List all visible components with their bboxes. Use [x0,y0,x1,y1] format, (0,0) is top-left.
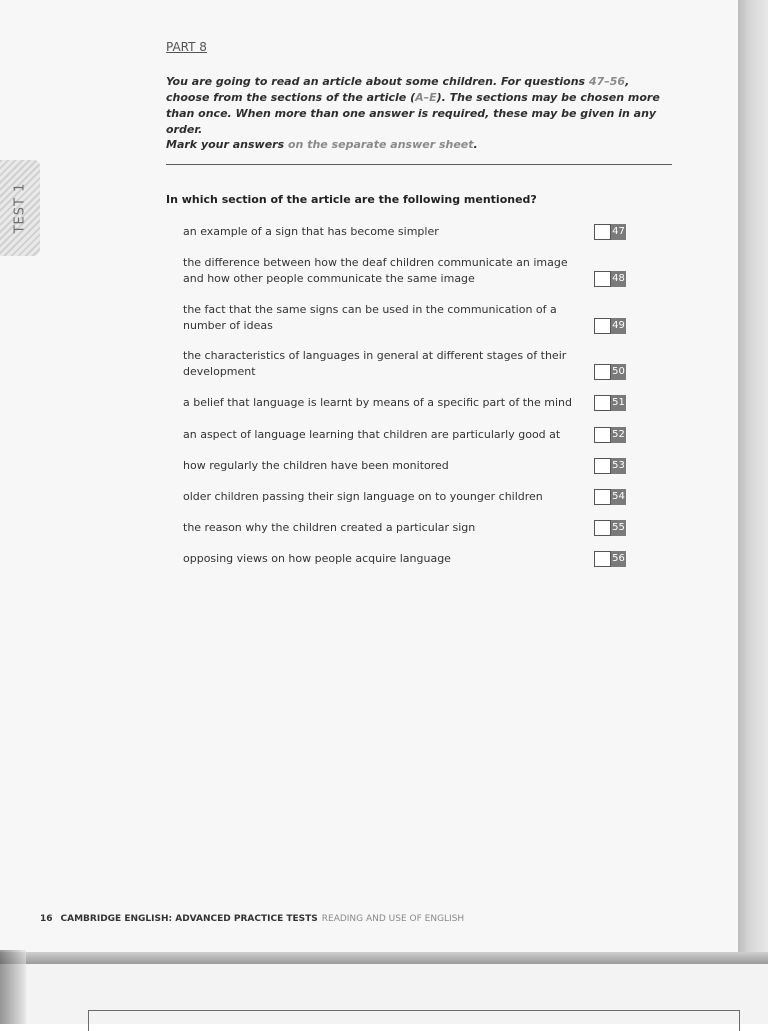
question-item: an example of a sign that has become simpler [183,225,439,238]
answer-sheet-reference: on the separate answer sheet [287,138,474,151]
answer-box[interactable] [594,318,626,334]
question-item: the difference between how the deaf children communicate an image and how other people communicate the same image [183,256,568,285]
answer-box[interactable] [594,551,626,567]
next-page-frame [88,1010,740,1031]
part-title: PART 8 [166,40,207,54]
instructions-text: You are going to read an article about some children. For questions [166,75,589,88]
question-number: 53 [611,458,626,474]
mark-text: . [473,138,478,151]
question-heading: In which section of the article are the following mentioned? [166,193,537,206]
question-item: opposing views on how people acquire language [183,552,451,565]
answer-box[interactable] [594,427,626,443]
question-range: 47–56 [588,75,626,88]
instructions-text: , choose from the sections of the article ( [166,75,630,104]
question-item: older children passing their sign language on to younger children [183,490,543,503]
mark-text: Mark your answers [166,138,288,151]
answer-box[interactable] [594,520,626,536]
page-footer [40,914,464,924]
question-number: 56 [611,551,626,567]
answer-blank[interactable] [594,458,611,474]
answer-box[interactable] [594,271,626,287]
question-number: 49 [611,318,626,334]
answer-blank[interactable] [594,364,611,380]
answer-box[interactable] [594,489,626,505]
answer-blank[interactable] [594,520,611,536]
page-bottom-edge [0,952,768,964]
page-spine-edge [738,0,768,1024]
question-number: 47 [611,224,626,240]
answer-box[interactable] [594,364,626,380]
answer-box[interactable] [594,458,626,474]
book-title: CAMBRIDGE ENGLISH: ADVANCED PRACTICE TESTS [60,914,318,924]
instructions-text: ). The sections may be chosen more than once. When more than one answer is required, these may be given in any order. [166,91,660,136]
mark-answers-instruction [166,138,478,151]
question-number: 52 [611,427,626,443]
answer-box[interactable] [594,224,626,240]
answer-blank[interactable] [594,318,611,334]
question-item: a belief that language is learnt by means of a specific part of the mind [183,396,572,409]
answer-blank[interactable] [594,427,611,443]
answer-blank[interactable] [594,395,611,411]
question-number: 50 [611,364,626,380]
page-number: 16 [40,914,53,924]
question-number: 54 [611,489,626,505]
question-number: 51 [611,395,626,411]
book-subtitle: READING AND USE OF ENGLISH [321,914,465,924]
answer-box[interactable] [594,395,626,411]
question-number: 48 [611,271,626,287]
question-item: the reason why the children created a particular sign [183,521,476,534]
answer-blank[interactable] [594,271,611,287]
question-item: the fact that the same signs can be used in the communication of a number of ideas [183,303,557,332]
page-corner-shadow [0,950,26,1024]
question-item: how regularly the children have been monitored [183,459,449,472]
answer-blank[interactable] [594,224,611,240]
question-item: the characteristics of languages in general at different stages of their development [183,349,567,378]
instructions [166,74,671,138]
divider [166,164,672,165]
side-test-tab-label: TEST 1 [12,182,28,234]
answer-blank[interactable] [594,489,611,505]
answer-blank[interactable] [594,551,611,567]
section-range: A–E [415,91,437,104]
question-number: 55 [611,520,626,536]
question-item: an aspect of language learning that children are particularly good at [183,428,561,441]
